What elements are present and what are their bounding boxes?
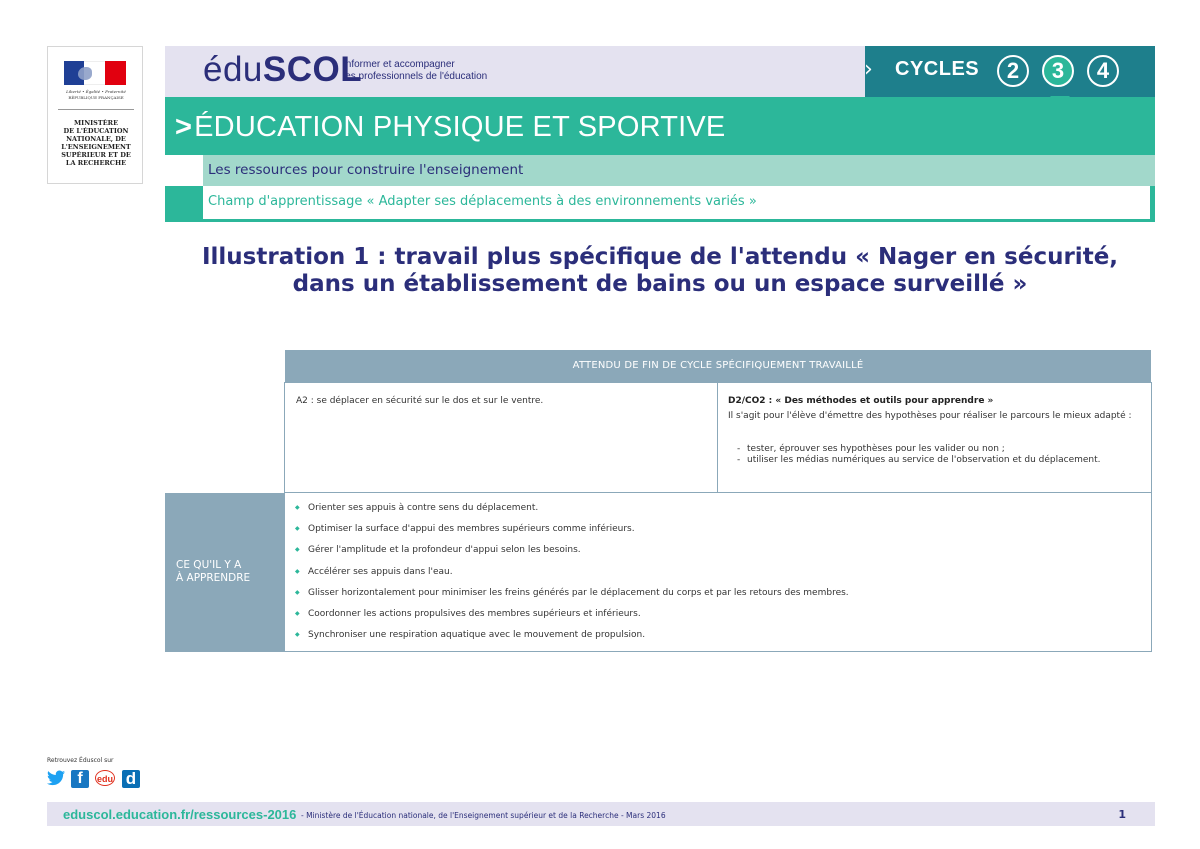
learning-content-cell [284,493,1152,652]
list-item: ◆ Orienter ses appuis à contre sens du déplacement. [295,502,1145,523]
expected-outcome-a2: A2 : se déplacer en sécurité sur le dos et sur le ventre. [296,396,544,406]
list-item: ◆ Optimiser la surface d'appui des membres supérieurs comme inférieurs. [295,523,1145,544]
brand-prefix: édu [203,50,263,89]
dailymotion-icon[interactable]: d [122,770,140,788]
domain-d2-title: D2/CO2 : « Des méthodes et outils pour apprendre » [728,396,994,406]
eduscol-header [165,46,865,97]
list-item: ◆ Accélérer ses appuis dans l'eau. [295,566,1145,587]
subject-title-text: ÉDUCATION PHYSIQUE ET SPORTIVE [194,111,726,143]
learning-label: CE QU'IL Y A À APPRENDRE [176,559,251,584]
brand-suffix: SCOL [262,50,363,89]
list-item: - utiliser les médias numériques au service de l'observation et du déplacement. [737,455,1137,466]
subject-band [165,97,1155,155]
facebook-icon[interactable]: f [71,770,89,788]
expected-outcome-header: ATTENDU DE FIN DE CYCLE SPÉCIFIQUEMENT TRAVAILLÉ [285,350,1151,382]
ministry-logo [47,46,143,184]
ministry-name: MINISTÈRE DE L'ÉDUCATION NATIONALE, DE L'ENSEIGNEMENT SUPÉRIEUR ET DE LA RECHERCHE [61,119,131,167]
column-divider [717,383,718,492]
footer-bar [47,802,1155,826]
learning-field-label: Champ d'apprentissage « Adapter ses déplacements à des environnements variés » [208,194,757,209]
domain-d2-list [737,444,1137,466]
learning-label-cell [165,493,284,652]
eduscol-tagline [343,59,487,83]
cycle-3-badge[interactable]: 3 [1042,55,1074,87]
footer-url-link[interactable]: eduscol.education.fr/ressources-2016 [63,807,297,822]
eduscol-logo[interactable] [203,50,362,90]
tagline-line2: les professionnels de l'éducation [343,71,488,82]
domain-d2-description: Il s'agit pour l'élève d'émettre des hypothèses pour réaliser le parcours le mieux adapté : [728,411,1132,421]
ministry-motto: Liberté • Égalité • Fraternité [66,89,126,94]
learning-list [295,502,1145,650]
list-item: ◆ Synchroniser une respiration aquatique avec le mouvement de propulsion. [295,629,1145,650]
footer-credit: - Ministère de l'Éducation nationale, de l'Enseignement supérieur et de la Recherche - Mars 2016 [301,811,666,820]
logo-divider [58,109,134,110]
cycles-label: CYCLES [895,58,980,80]
list-item: ◆ Gérer l'amplitude et la profondeur d'appui selon les besoins. [295,544,1145,565]
republic-label: RÉPUBLIQUE FRANÇAISE [68,95,124,100]
social-icons [47,770,147,790]
field-band [165,186,1155,222]
subject-title [175,111,725,144]
page-title [165,244,1155,298]
cycle-2-badge[interactable]: 2 [997,55,1029,87]
expected-outcome-row [284,382,1152,493]
list-item: ◆ Glisser horizontalement pour minimiser les freins générés par le déplacement du corps et par les retours des membres. [295,587,1145,608]
page-title-line2: dans un établissement de bains ou un espace surveillé » [292,271,1028,297]
follow-label: Retrouvez Éduscol sur [47,757,114,764]
resources-band [203,155,1155,186]
marianne-flag-icon [64,61,126,85]
eduscol-tv-icon[interactable]: edu [95,770,115,786]
chevron-icon: > [175,111,193,143]
cycle-4-badge[interactable]: 4 [1087,55,1119,87]
list-item: ◆ Coordonner les actions propulsives des membres supérieurs et inférieurs. [295,608,1145,629]
resources-label: Les ressources pour construire l'enseignement [208,162,524,178]
list-item: - tester, éprouver ses hypothèses pour les valider ou non ; [737,444,1137,455]
cycles-panel [865,46,1155,97]
page-number: 1 [1118,808,1126,821]
field-inner [203,186,1150,219]
tagline-line1: Informer et accompagner [343,59,455,70]
page-title-line1: Illustration 1 : travail plus spécifique de l'attendu « Nager en sécurité, [201,244,1119,270]
chevron-right-icon: › [864,57,873,82]
twitter-icon[interactable] [47,770,65,788]
